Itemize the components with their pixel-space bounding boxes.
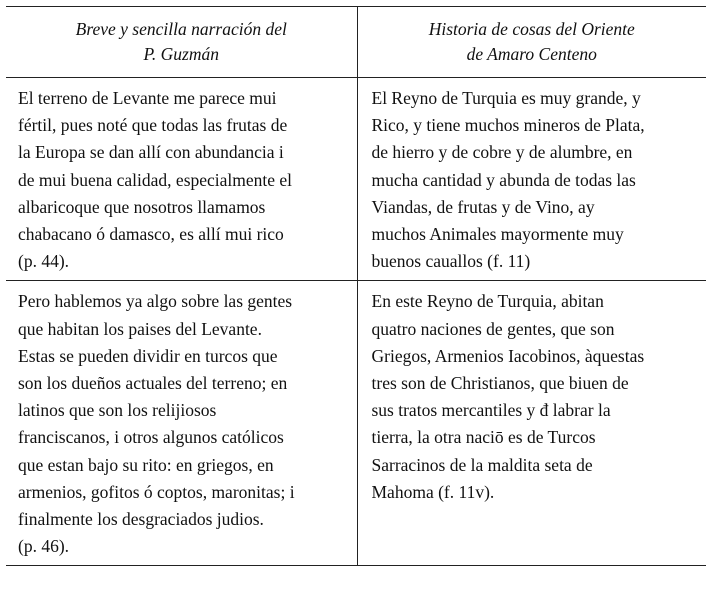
text-line: El terreno de Levante me parece mui — [18, 88, 277, 108]
text-line: Mahoma (f. 11v). — [371, 481, 495, 502]
text-line: Rico, y tiene muchos mineros de Plata, — [371, 115, 645, 136]
text-line: franciscanos, i otros algunos católicos — [18, 427, 284, 448]
text-line: (p. 46). — [18, 536, 70, 557]
comparison-table — [6, 6, 706, 566]
text-line: finalmente los desgraciados judios. — [18, 509, 264, 530]
text-line: la Europa se dan allí con abundancia i — [18, 142, 284, 163]
row2-right-cell — [357, 281, 706, 566]
header-right-line: de Amaro Centeno — [466, 44, 597, 64]
text-line: latinos que son los relijiosos — [18, 400, 217, 421]
header-left — [6, 7, 357, 78]
text-line: sus tratos mercantiles y đ labrar la — [371, 400, 611, 421]
row1-right-cell — [357, 78, 706, 281]
text-line: El Reyno de Turquia es muy grande, y — [371, 88, 641, 108]
text-line: son los dueños actuales del terreno; en — [18, 373, 288, 394]
text-line: armenios, gofitos ó coptos, maronitas; i — [18, 481, 295, 502]
text-line: Pero hablemos ya algo sobre las gentes — [18, 291, 293, 312]
text-line: En este Reyno de Turquia, abitan — [371, 291, 604, 312]
text-line: mucha cantidad y abunda de todas las — [371, 169, 636, 190]
row1-left-cell — [6, 78, 357, 281]
header-row — [6, 7, 706, 78]
row2-left-cell — [6, 281, 357, 566]
text-line: que habitan los paises del Levante. — [18, 318, 262, 339]
text-line: Estas se pueden dividir en turcos que — [18, 345, 278, 366]
text-line: tres son de Christianos, que biuen de — [371, 373, 629, 394]
text-line: de mui buena calidad, especialmente el — [18, 169, 293, 190]
header-left-line: P. Guzmán — [143, 44, 220, 64]
text-line: tierra, la otra naciō es de Turcos — [371, 427, 596, 448]
text-line: que estan bajo su rito: en griegos, en — [18, 454, 274, 475]
text-line: chabacano ó damasco, es allí mui rico — [18, 224, 284, 245]
header-right — [357, 7, 706, 78]
text-line: albaricoque que nosotros llamamos — [18, 196, 266, 217]
header-left-line: Breve y sencilla narración del — [75, 19, 287, 39]
text-line: Viandas, de frutas y de Vino, ay — [371, 196, 595, 217]
text-line: fértil, pues noté que todas las frutas de — [18, 115, 288, 136]
text-line: buenos cauallos (f. 11) — [371, 251, 531, 272]
table-row — [6, 78, 706, 281]
text-line: de hierro y de cobre y de alumbre, en — [371, 142, 633, 163]
text-line: quatro naciones de gentes, que son — [371, 318, 615, 339]
header-right-line: Historia de cosas del Oriente — [428, 19, 635, 39]
table-row — [6, 281, 706, 566]
text-line: Griegos, Armenios Iacobinos, àquestas — [371, 345, 645, 366]
text-line: Sarracinos de la maldita seta de — [371, 454, 593, 475]
text-line: muchos Animales mayormente muy — [371, 224, 624, 245]
text-line: (p. 44). — [18, 251, 70, 272]
